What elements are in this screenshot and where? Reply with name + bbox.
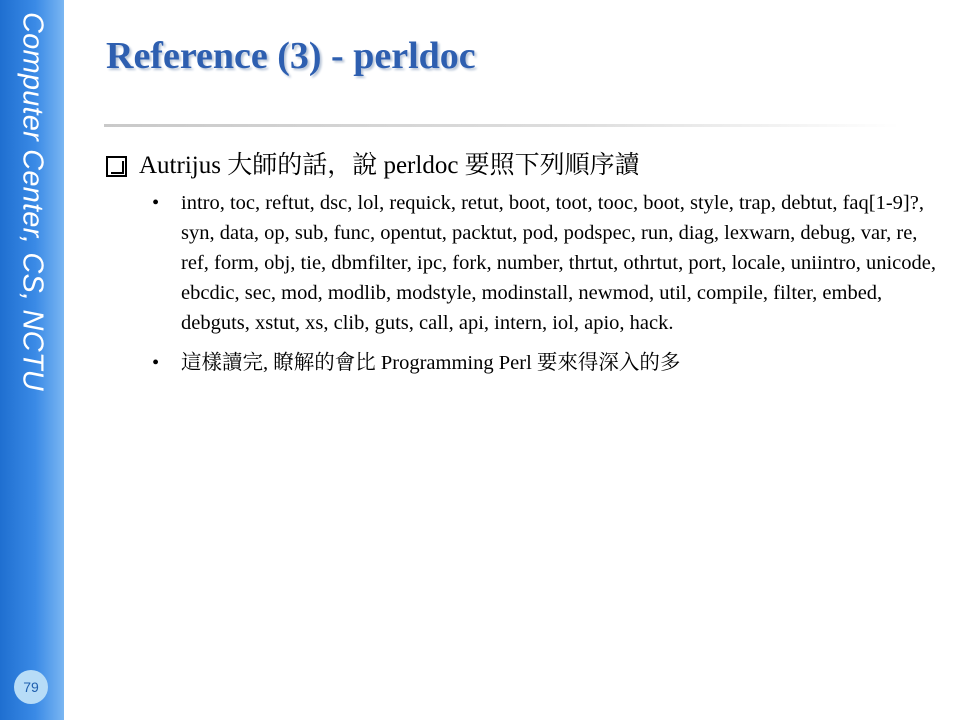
slide-title: Reference (3) - perldoc bbox=[106, 35, 476, 77]
sidebar-label: Computer Center, CS, NCTU bbox=[16, 12, 49, 391]
page-number-badge: 79 bbox=[14, 670, 48, 704]
sub-bullet-item bbox=[152, 348, 936, 378]
sidebar bbox=[0, 0, 64, 720]
bullet-text: Autrijus 大師的話，說 perldoc 要照下列順序讀 bbox=[139, 152, 640, 179]
bullet-dot-icon: • bbox=[152, 352, 160, 374]
bullet-level-1 bbox=[106, 148, 936, 184]
title-divider bbox=[104, 124, 900, 127]
sub-bullet-text: 這樣讀完, 瞭解的會比 Programming Perl 要來得深入的多 bbox=[181, 352, 681, 374]
sub-bullet-list bbox=[106, 188, 936, 378]
checkbox-bullet-icon bbox=[106, 156, 127, 177]
bullet-dot-icon: • bbox=[152, 192, 160, 214]
sub-bullet-item bbox=[152, 188, 936, 338]
slide-content bbox=[106, 148, 936, 388]
sub-bullet-text: intro, toc, reftut, dsc, lol, requick, retut, boot, toot, tooc, boot, style, trap, debtut, faq[1-9]?, syn, data, op, sub, func, opentut, packtut, pod, podspec, run, diag, lexwarn, debug, var, re, ref, form, obj, tie, dbmfilter, ipc, fork, number, thrtut, othrtut, port, locale, uniintro, unicode, ebcdic, sec, mod, modlib, modstyle, modinstall, newmod, util, compile, filter, embed, debguts, xstut, xs, clib, guts, call, api, intern, iol, apio, hack. bbox=[181, 192, 936, 334]
